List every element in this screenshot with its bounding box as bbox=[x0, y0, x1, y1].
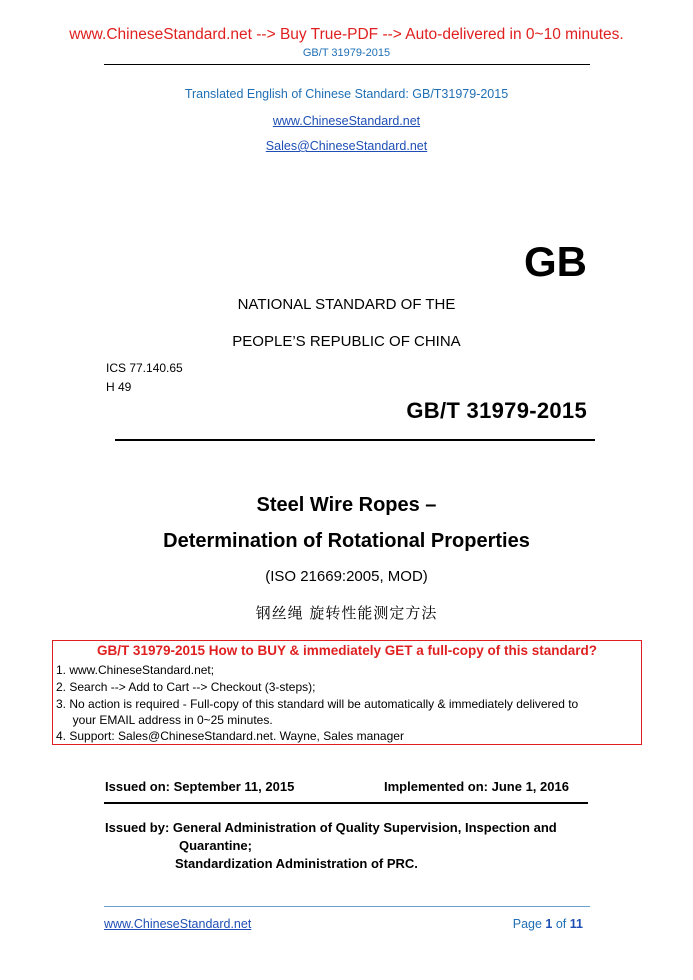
email-link-wrap bbox=[0, 137, 693, 155]
issued-on: Issued on: September 11, 2015 bbox=[105, 779, 295, 794]
page-number: 1 bbox=[545, 917, 553, 931]
of-label: of bbox=[555, 917, 567, 931]
national-standard-line2: PEOPLE’S REPUBLIC OF CHINA bbox=[232, 333, 461, 350]
title-line1: Steel Wire Ropes – bbox=[256, 494, 437, 516]
website-link-wrap bbox=[0, 112, 693, 130]
iso-reference: (ISO 21669:2005, MOD) bbox=[265, 568, 428, 585]
h-code: H 49 bbox=[106, 380, 132, 394]
implemented-on: Implemented on: June 1, 2016 bbox=[384, 779, 569, 794]
title-line2: Determination of Rotational Properties bbox=[163, 530, 530, 552]
gb-logo-text: GB bbox=[524, 238, 587, 285]
page-label: Page bbox=[512, 917, 542, 931]
page-total: 11 bbox=[569, 917, 583, 931]
chinese-title: 钢丝绳 旋转性能测定方法 bbox=[255, 604, 438, 622]
buy-step-4: 4. Support: Sales@ChineseStandard.net. Wayne, Sales manager bbox=[56, 729, 404, 743]
issued-by-line1: Issued by: General Administration of Quality Supervision, Inspection and bbox=[105, 820, 557, 835]
email-link[interactable]: Sales@ChineseStandard.net bbox=[265, 139, 428, 153]
buy-step-1: 1. www.ChineseStandard.net; bbox=[56, 663, 215, 677]
buy-box-title: GB/T 31979-2015 How to BUY & immediately GET a full-copy of this standard? bbox=[96, 643, 598, 658]
header-standard-code: GB/T 31979-2015 bbox=[302, 47, 391, 59]
buy-step-2: 2. Search --> Add to Cart --> Checkout (3-steps); bbox=[56, 680, 316, 694]
national-standard-line1: NATIONAL STANDARD OF THE bbox=[237, 296, 456, 313]
issue-divider bbox=[104, 802, 588, 804]
header-divider bbox=[104, 64, 590, 65]
translated-line: Translated English of Chinese Standard: GB/T31979-2015 bbox=[184, 87, 509, 101]
issued-by-line2: Quarantine; bbox=[179, 838, 252, 853]
issued-by-line3: Standardization Administration of PRC. bbox=[175, 856, 418, 871]
footer-website-link[interactable]: www.ChineseStandard.net bbox=[104, 917, 252, 931]
ics-code: ICS 77.140.65 bbox=[106, 361, 183, 375]
buy-step-3: 3. No action is required - Full-copy of this standard will be automatically & immediately delivered to bbox=[56, 697, 579, 711]
title-divider bbox=[115, 439, 595, 441]
standard-code-large: GB/T 31979-2015 bbox=[406, 398, 587, 423]
buy-step-3-cont: your EMAIL address in 0~25 minutes. bbox=[56, 713, 273, 727]
footer-divider bbox=[104, 906, 590, 907]
top-banner: www.ChineseStandard.net --> Buy True-PDF --> Auto-delivered in 0~10 minutes. bbox=[69, 26, 624, 43]
buy-info-box bbox=[52, 640, 642, 745]
website-link[interactable]: www.ChineseStandard.net bbox=[272, 114, 421, 128]
page-indicator bbox=[513, 917, 583, 931]
